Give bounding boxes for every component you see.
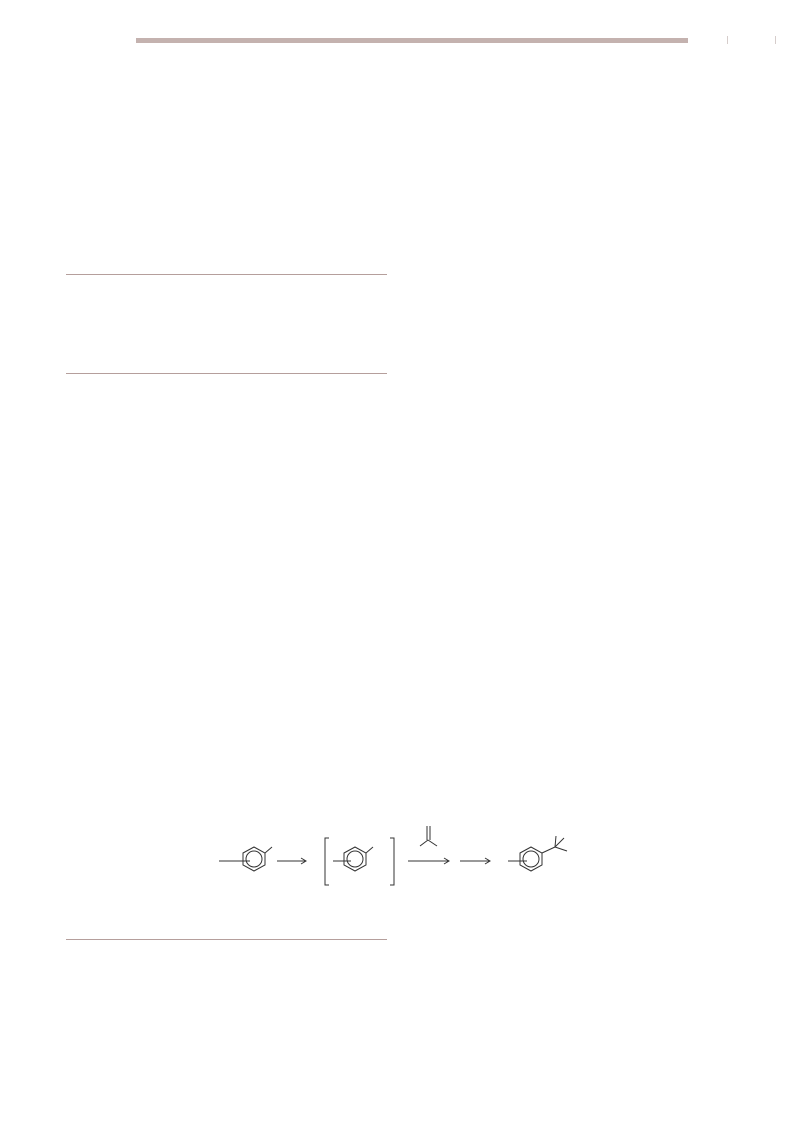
section-rule-1 (66, 274, 387, 275)
benzene-ring-1 (219, 847, 272, 871)
corner-mark-left (727, 36, 728, 44)
isobutylene-structure (420, 826, 437, 846)
reaction-scheme (200, 820, 600, 900)
left-bracket (325, 838, 329, 885)
reaction-arrow-2 (408, 858, 449, 864)
benzene-ring-2 (333, 847, 373, 871)
corner-mark-right (775, 36, 776, 44)
header-rule (136, 38, 688, 43)
reaction-scheme-svg (200, 820, 600, 900)
reaction-arrow-3 (460, 858, 490, 864)
section-rule-2 (66, 373, 387, 374)
benzene-ring-3 (508, 836, 567, 871)
right-bracket (390, 838, 394, 885)
section-rule-3 (66, 939, 387, 940)
reaction-arrow-1 (277, 858, 306, 864)
